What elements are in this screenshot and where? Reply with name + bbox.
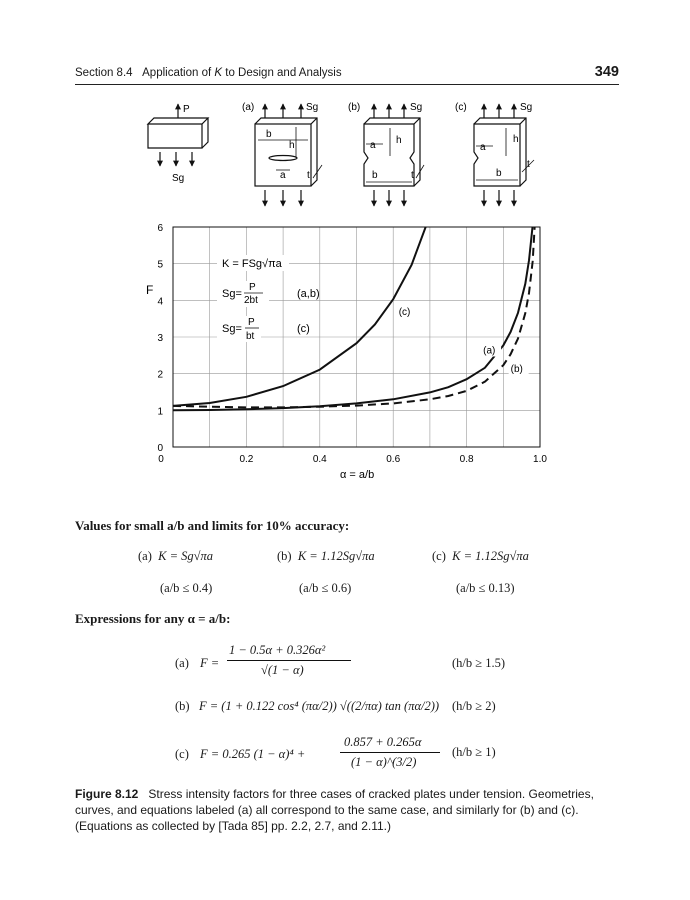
case-c-b: b xyxy=(496,168,502,179)
any-cond-b: (h/b ≥ 2) xyxy=(452,699,496,713)
sg-ab-label: Sg= xyxy=(222,288,242,300)
x-tick-label: 0.4 xyxy=(312,454,327,465)
any-eq-a-den: √(1 − α) xyxy=(261,663,304,677)
case-b-sg: Sg xyxy=(410,102,423,113)
running-header xyxy=(75,67,342,79)
curve-label: (c) xyxy=(398,307,411,318)
any-alpha-heading: Expressions for any α = a/b: xyxy=(75,611,231,626)
x-tick-label: 0.8 xyxy=(459,454,474,465)
case-c-h: h xyxy=(513,134,519,145)
chart-equations xyxy=(217,255,320,342)
small-eq-c-text: K = 1.12Sg√πa xyxy=(452,549,529,563)
sg-c-case: (c) xyxy=(297,323,310,335)
y-tick-label: 6 xyxy=(157,223,163,234)
case-b-label: (b) xyxy=(348,102,361,113)
any-cond-c: (h/b ≥ 1) xyxy=(452,745,496,759)
section-label: Section 8.4 xyxy=(75,67,133,79)
curve-label: (a) xyxy=(483,345,496,357)
plate-case-b-sketch xyxy=(364,104,424,206)
any-eq-c-den: (1 − α)^(3/2) xyxy=(351,755,417,769)
case-a-label: (a) xyxy=(242,102,255,113)
caption-text: Stress intensity factors for three cases of cracked plates under tension. Geometries, curves, and equations labeled (a) all correspond to the same case, and similarly for (b) and (c). (Equations as collected by [Tada 85] pp. 2.2, 2.7, and 2.11.) xyxy=(75,787,594,833)
case-c-t: t xyxy=(527,159,530,170)
caption-label: Figure 8.12 xyxy=(75,787,139,801)
small-eq-b-text: K = 1.12Sg√πa xyxy=(297,549,375,563)
small-eq-c-case: (c) xyxy=(432,549,446,563)
case-a-h: h xyxy=(289,140,295,151)
any-eq-b-case: (b) xyxy=(175,699,190,713)
small-eq-b-case: (b) xyxy=(277,549,292,563)
section-title-var: K xyxy=(214,67,223,79)
case-c-a: a xyxy=(480,142,486,153)
sg-ab-case: (a,b) xyxy=(297,288,320,300)
plate-case-c-sketch xyxy=(474,104,534,206)
case-c-sg: Sg xyxy=(520,102,533,113)
x-tick-label: 0.2 xyxy=(239,454,254,465)
case-c-label: (c) xyxy=(455,102,467,113)
case-b-b: b xyxy=(372,170,378,181)
any-eq-a-fraction-bar xyxy=(227,660,351,661)
case-b-t: t xyxy=(411,170,414,181)
y-tick-label: 2 xyxy=(157,369,163,381)
any-eq-a-lhs: F = xyxy=(200,656,220,670)
sg-c-den: bt xyxy=(246,331,255,342)
figure-caption xyxy=(75,786,620,834)
any-eq-c-fraction-bar xyxy=(340,752,440,753)
small-limit-c: (a/b ≤ 0.13) xyxy=(456,581,515,595)
stress-label: Sg xyxy=(172,173,185,184)
sg-ab-den: 2bt xyxy=(244,295,258,306)
y-axis-label: F xyxy=(146,283,154,297)
curve-a xyxy=(173,215,536,410)
small-eq-c xyxy=(432,549,529,564)
case-b-a: a xyxy=(370,140,376,151)
y-tick-label: 4 xyxy=(157,296,163,308)
x-tick-label: 0.6 xyxy=(386,454,401,465)
x-tick-labels xyxy=(158,454,547,465)
y-tick-label: 1 xyxy=(157,406,163,418)
any-eq-b-text: (1 + 0.122 cos⁴ (πα/2)) √((2/πα) tan (πα/2)) xyxy=(221,699,440,713)
header-rule xyxy=(75,84,619,85)
any-eq-b xyxy=(175,699,439,714)
x-axis-label: α = a/b xyxy=(340,469,375,481)
load-label: P xyxy=(183,104,190,115)
sg-c-num: P xyxy=(248,317,255,328)
any-eq-c-num: 0.857 + 0.265α xyxy=(344,735,422,749)
small-ab-heading: Values for small a/b and limits for 10% accuracy: xyxy=(75,518,350,533)
y-tick-label: 0 xyxy=(157,443,163,454)
chart-curves xyxy=(173,215,536,410)
y-tick-labels xyxy=(157,223,163,454)
any-eq-a-case: (a) xyxy=(175,656,189,670)
small-limit-b: (a/b ≤ 0.6) xyxy=(299,581,352,595)
small-eq-a-case: (a) xyxy=(138,549,152,563)
any-eq-b-lhs: F = xyxy=(198,699,219,713)
section-title-pre: Application of xyxy=(142,67,215,79)
any-eq-c-case: (c) xyxy=(175,747,189,761)
any-eq-a-num: 1 − 0.5α + 0.326α² xyxy=(229,643,326,657)
k-formula: K = FSg√πa xyxy=(222,258,282,270)
case-a-sg: Sg xyxy=(306,102,319,113)
page-number: 349 xyxy=(594,64,619,80)
curve-label: (b) xyxy=(510,363,523,375)
case-a-t: t xyxy=(307,170,310,181)
section-title-post: to Design and Analysis xyxy=(222,67,342,79)
small-eq-b xyxy=(277,549,375,564)
stress-intensity-chart xyxy=(0,215,690,495)
small-limit-a: (a/b ≤ 0.4) xyxy=(160,581,213,595)
x-tick-label: 1.0 xyxy=(533,454,547,465)
curve-labels xyxy=(397,305,529,375)
y-tick-label: 5 xyxy=(157,259,163,271)
small-eq-a xyxy=(138,549,213,564)
generic-plate-sketch xyxy=(148,104,208,166)
case-b-h: h xyxy=(396,135,402,146)
case-a-b: b xyxy=(266,129,272,140)
curve-c xyxy=(173,216,430,406)
y-tick-label: 3 xyxy=(157,333,163,344)
plate-case-a-sketch xyxy=(255,104,322,206)
small-eq-a-text: K = Sg√πa xyxy=(158,549,214,563)
curve-b xyxy=(173,215,536,407)
sg-ab-num: P xyxy=(249,282,256,293)
any-eq-c-lhs: F = 0.265 (1 − α)⁴ + xyxy=(200,747,306,761)
x-tick-label: 0 xyxy=(158,454,164,465)
sg-c-label: Sg= xyxy=(222,323,242,335)
case-a-a: a xyxy=(280,170,286,181)
any-cond-a: (h/b ≥ 1.5) xyxy=(452,656,506,670)
